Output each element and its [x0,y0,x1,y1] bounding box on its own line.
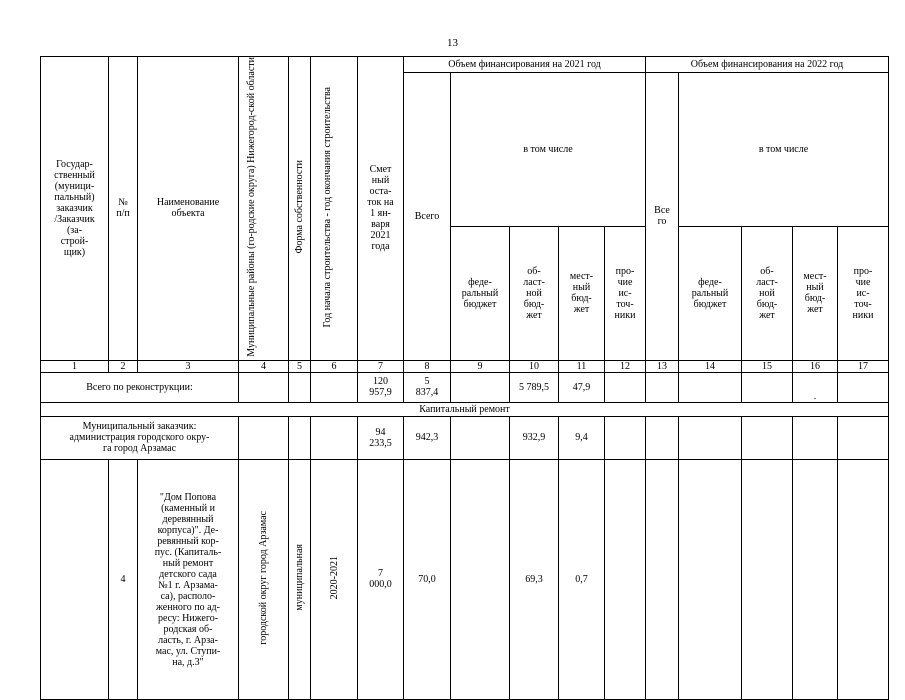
column-number: 9 [451,360,510,372]
header-customer: Государ- ственный (муници- пальный) заказчик /Заказчик (за- строй- щик) [41,57,109,361]
column-number: 16 [793,360,838,372]
column-number: 8 [404,360,451,372]
municipal-regional-2021: 932,9 [510,416,559,459]
header-total-2021: Всего [404,73,451,361]
section-title: Капитальный ремонт [41,402,889,416]
header-total-2022: Все го [646,73,679,361]
item-total-2021: 70,0 [404,459,451,699]
item-years: 2020-2021 [311,459,358,699]
column-number: 11 [559,360,605,372]
municipal-customer-label: Муниципальный заказчик: администрация городского окру- га город Арзамас [41,416,239,459]
column-number: 1 [41,360,109,372]
header-estimate-balance: Смет ный оста- ток на 1 ян- варя 2021 года [358,57,404,361]
header-fin-2022: Объем финансирования на 2022 год [646,57,889,73]
item-number: 4 [109,459,138,699]
column-number: 6 [311,360,358,372]
total-local-2021: 47,9 [559,372,605,402]
header-regional-2021: об- ласт- ной бюд- жет [510,226,559,360]
header-object-name: Наименование объекта [138,57,239,361]
item-estimate: 7 000,0 [358,459,404,699]
column-number: 15 [742,360,793,372]
table-row-municipal-customer [41,416,889,459]
column-number: 14 [679,360,742,372]
header-municipal-districts: Муниципальные районы (го-родские округа) Нижегород-ской области [239,57,289,361]
total-regional-2021: 5 789,5 [510,372,559,402]
item-district: городской округ город Арзамас [239,459,289,699]
header-regional-2022: об- ласт- ной бюд- жет [742,226,793,360]
municipal-total-2021: 942,3 [404,416,451,459]
header-federal-2021: феде- ральный бюджет [451,226,510,360]
total-2021: 5 837,4 [404,372,451,402]
dash-mark: - [793,372,838,402]
column-number: 7 [358,360,404,372]
header-federal-2022: феде- ральный бюджет [679,226,742,360]
item-local-2021: 0,7 [559,459,605,699]
column-number: 12 [605,360,646,372]
municipal-estimate: 94 233,5 [358,416,404,459]
item-name: "Дом Попова (каменный и деревянный корпуса)". Де- ревянный кор- пус. (Капиталь- ный ремонт детского сада №1 г. Арзама- са), располо- женного по ад- ресу: Нижего- родская об- ласть, г. Арза- мас, ул. Ступи- на, д.3" [138,459,239,699]
financing-table [40,56,889,700]
municipal-local-2021: 9,4 [559,416,605,459]
total-estimate: 120 957,9 [358,372,404,402]
header-other-2021: про- чие ис- точ- ники [605,226,646,360]
page-number: 13 [447,37,458,49]
section-row [41,402,889,416]
header-incl-2021: в том числе [451,73,646,227]
item-regional-2021: 69,3 [510,459,559,699]
column-number: 4 [239,360,289,372]
column-number: 10 [510,360,559,372]
header-num: № п/п [109,57,138,361]
table-row-item [41,459,889,699]
header-incl-2022: в том числе [679,73,889,227]
header-years: Год начала строительства - год окончания строительства [311,57,358,361]
column-number: 2 [109,360,138,372]
header-local-2022: мест- ный бюд- жет [793,226,838,360]
column-number: 5 [289,360,311,372]
column-number: 17 [838,360,889,372]
header-fin-2021: Объем финансирования на 2021 год [404,57,646,73]
column-number: 13 [646,360,679,372]
item-ownership: муниципальная [289,459,311,699]
column-number: 3 [138,360,239,372]
header-ownership: Форма собственности [289,57,311,361]
table-row-total-reconstruction [41,372,889,402]
header-local-2021: мест- ный бюд- жет [559,226,605,360]
column-numbers-row [41,360,889,372]
header-other-2022: про- чие ис- точ- ники [838,226,889,360]
total-reconstruction-label: Всего по реконструкции: [41,372,239,402]
